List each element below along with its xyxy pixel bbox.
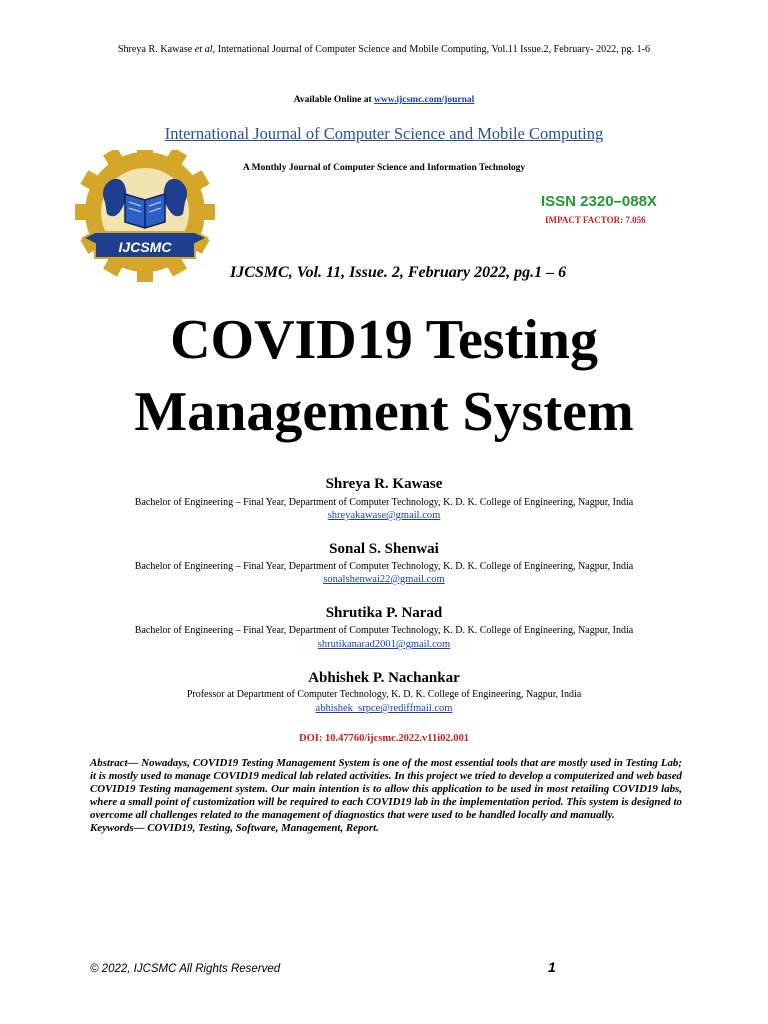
abstract-text: — Nowadays, COVID19 Testing Management System is one of the most essential tools that are mostly used in Testing Lab; it is mostly used to manage COVID19 medical lab related activities. In this project we tried to develop a computerized and web based COVID19 Testing management system. Our main intention is to allow this application to be used in most retailing COVID19 labs, where a small point of customization will be required to each COVID19 lab in the implementation period. This system is designed to overcome all challenges related to the management of diagnostics that were used to be handled locally and manually. (90, 757, 682, 821)
keywords-label: Keywords (90, 822, 134, 834)
abstract-block (90, 757, 682, 835)
keywords-paragraph (90, 822, 682, 835)
author-affiliation: Professor at Department of Computer Technology, K. D. K. College of Engineering, Nagpur, India (186, 689, 582, 700)
copyright-footer: © 2022, IJCSMC All Rights Reserved (90, 963, 281, 975)
author-email-link[interactable]: abhishek_srpce@rediffmail.com (315, 703, 453, 714)
author-affiliation: Bachelor of Engineering – Final Year, Department of Computer Technology, K. D. K. College of Engineering, Nagpur, India (134, 497, 634, 508)
impact-factor: IMPACT FACTOR: 7.056 (545, 215, 646, 225)
page-number: 1 (548, 959, 556, 975)
journal-subtitle: A Monthly Journal of Computer Science and Information Technology (242, 163, 526, 173)
author-email-link[interactable]: shreyakawase@gmail.com (327, 510, 441, 521)
running-header: Shreya R. Kawase et al, International Journal of Computer Science and Mobile Computing, Vol.11 Issue.2, February- 2022, pg. 1-6 (117, 44, 651, 55)
author-affiliation: Bachelor of Engineering – Final Year, Department of Computer Technology, K. D. K. College of Engineering, Nagpur, India (134, 561, 634, 572)
issn-label: ISSN 2320–088X (541, 193, 657, 210)
author-name: Shrutika P. Narad (325, 605, 443, 621)
ijcsmc-logo (70, 150, 220, 290)
abstract-label: Abstract (90, 757, 128, 769)
journal-url-link[interactable]: www.ijcsmc.com/journal (374, 95, 475, 105)
author-email-link[interactable]: sonalshenwai22@gmail.com (323, 574, 445, 585)
author-email-link[interactable]: shrutikanarad2001@gmail.com (317, 639, 451, 650)
keywords-text: — COVID19, Testing, Software, Management, Report. (133, 822, 379, 834)
logo-text: IJCSMC (118, 239, 172, 255)
paper-title-line-2: Management System (134, 381, 634, 443)
journal-title[interactable]: International Journal of Computer Science and Mobile Computing (164, 124, 604, 143)
doi-line[interactable]: DOI: 10.47760/ijcsmc.2022.v11i02.001 (298, 733, 470, 744)
author-name: Sonal S. Shenwai (329, 541, 439, 557)
abstract-paragraph (90, 757, 682, 822)
volume-issue-line: IJCSMC, Vol. 11, Issue. 2, February 2022, pg.1 – 6 (230, 264, 567, 281)
author-affiliation: Bachelor of Engineering – Final Year, Department of Computer Technology, K. D. K. College of Engineering, Nagpur, India (134, 625, 634, 636)
paper-title (0, 304, 768, 448)
author-name: Shreya R. Kawase (325, 476, 443, 492)
paper-title-line-1: COVID19 Testing (170, 309, 598, 371)
availability-line: Available Online at www.ijcsmc.com/journal (293, 95, 475, 105)
author-name: Abhishek P. Nachankar (308, 670, 460, 686)
